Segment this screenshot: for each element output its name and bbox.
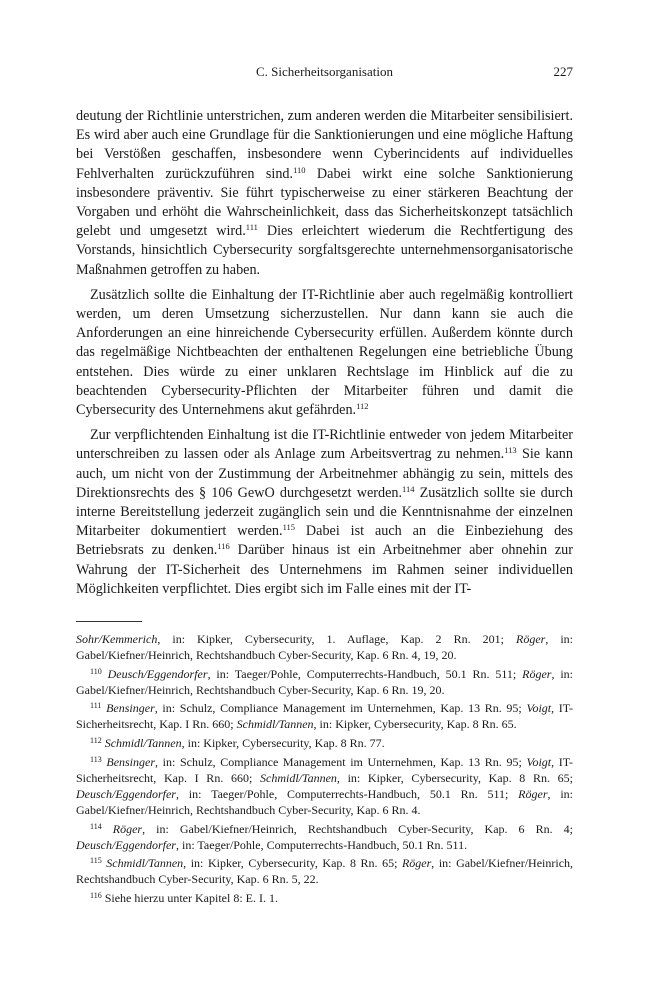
footnote-number: 116 (90, 890, 102, 900)
footnote-number: 110 (90, 666, 102, 676)
footnote-ref-116[interactable]: 116 (217, 541, 230, 552)
main-text (76, 107, 573, 599)
footnote-ref-112[interactable]: 112 (356, 401, 369, 412)
footnote-separator (76, 621, 142, 622)
running-header (76, 64, 573, 84)
footnote-115: $^{115}$ Schmidl/Tannen, in: Kipker, Cybersecurity, Kap. 8 Rn. 65; Röger, in: Gabel/Kiefner/Heinrich, Rechtshandbuch Cyber-Security, Kap. 6 Rn. 5, 22. (76, 856, 574, 887)
footnote-ref-111[interactable]: 111 (245, 222, 258, 233)
footnote-ref-115[interactable]: 115 (282, 522, 295, 533)
footnote-111: $^{111}$ Bensinger, in: Schulz, Compliance Management im Unternehmen, Kap. 13 Rn. 95; Voigt, IT-Sicherheitsrecht, Kap. I Rn. 660; Schmidl/Tannen, in: Kipker, Cybersecurity, Kap. 8 Rn. 65. (76, 701, 574, 732)
footnote-ref-110[interactable]: 110 (293, 164, 306, 175)
footnote-number: 115 (90, 856, 102, 866)
paragraph-3: Zur verpflichtenden Einhaltung ist die IT-Richtlinie entweder von jedem Mitarbeiter unterschreiben zu lassen oder als Anlage zum Arbeitsvertrag zu nehmen.$^{113}$ Sie kann auch, um nicht von der Zustimmung der Arbeitnehmer abhängig zu sein, mittels des Direktionsrechts des § 106 GewO durchgesetzt werden.$^{114}$ Zusätzlich sollte sie durch interne Bereitstellung jederzeit zugänglich sein und die Kenntnisnahme der einzelnen Mitarbeiter dokumentiert werden.$^{115}$ Dabei ist auch an die Einbeziehung des Betriebsrats zu denken.$^{116}$ Darüber hinaus ist ein Arbeitnehmer aber ohnehin zur Wahrung der IT-Sicherheit des Unternehmens im Rahmen seiner individuellen Möglichkeiten verpflichtet. Dies ergibt sich im Falle eines mit der IT- (76, 427, 574, 597)
footnote-112: $^{112}$ Schmidl/Tannen, in: Kipker, Cybersecurity, Kap. 8 Rn. 77. (90, 736, 385, 751)
footnote-number: 114 (90, 821, 102, 831)
footnote-113: $^{113}$ Bensinger, in: Schulz, Compliance Management im Unternehmen, Kap. 13 Rn. 95; Voigt, IT-Sicherheitsrecht, Kap. I Rn. 660; Schmidl/Tannen, in: Kipker, Cybersecurity, Kap. 8 Rn. 65; Deusch/Eggendorfer, in: Taeger/Pohle, Computerrechts-Handbuch, 50.1 Rn. 511; Röger, in: Gabel/Kiefner/Heinrich, Rechtshandbuch Cyber-Security, Kap. 6 Rn. 4. (76, 754, 573, 817)
footnote-116: $^{116}$ Siehe hierzu unter Kapitel 8: E. I. 1. (90, 890, 278, 905)
footnote-number: 112 (90, 736, 102, 746)
footnote-continued: Sohr/Kemmerich, in: Kipker, Cybersecurity, 1. Auflage, Kap. 2 Rn. 201; Röger, in: Gabel/Kiefner/Heinrich, Rechtshandbuch Cyber-Security, Kap. 6 Rn. 4, 19, 20. (76, 632, 574, 663)
footnote-number: 111 (90, 701, 102, 711)
paragraph-2: Zusätzlich sollte die Einhaltung der IT-Richtlinie aber auch regelmäßig kontrolliert werden, um deren Umsetzung sicherzustellen. Nur dann kann sie auch die Anforderungen an eine hinreichende Cybersecurity erfüllen. Außerdem könnte durch das regelmäßige Nichtbeachten der enthaltenen Regelungen eine betriebliche Übung entstehen. Dies würde zu einer unklaren Rechtslage im Hinblick auf die zu beachtenden Cybersecurity-Pflichten der Mitarbeiter führen und damit die Cybersecurity des Unternehmens akut gefährden.$^{112}$ (76, 286, 573, 419)
footnote-ref-114[interactable]: 114 (402, 483, 415, 494)
footnote-110: $^{110}$ Deusch/Eggendorfer, in: Taeger/Pohle, Computerrechts-Handbuch, 50.1 Rn. 511; Röger, in: Gabel/Kiefner/Heinrich, Rechtshandbuch Cyber-Security, Kap. 6 Rn. 19, 20. (76, 666, 573, 697)
running-title: C. Sicherheitsorganisation (256, 64, 393, 79)
paragraph-1: deutung der Richtlinie unterstrichen, zum anderen werden die Mitarbeiter sensibilisiert. Es wird aber auch eine Grundlage für die Sanktionierungen und eine mögliche Haftung bei Verstößen geschaffen, insbesondere wenn Cyberincidents auf individuelles Fehlverhalten zurückzuführen sind.$^{110}$ Dabei wirkt eine solche Sanktionierung insbesondere präventiv. Sie führt typischerweise zu einer stärkeren Beachtung der Vorgaben und erhöht die Wahrscheinlichkeit, dass das Sicherheitskonzept tatsächlich gelebt und umgesetzt wird.$^{111}$ Dies erleichtert wiederum die Rechtfertigung des Vorstands, hinsichtlich Cybersecurity sorgfaltsgerechte unternehmensorganisatorische Maßnahmen getroffen zu haben. (76, 108, 573, 278)
footnotes (76, 631, 573, 909)
footnote-ref-113[interactable]: 113 (504, 445, 517, 456)
footnote-114: $^{114}$ Röger, in: Gabel/Kiefner/Heinrich, Rechtshandbuch Cyber-Security, Kap. 6 Rn. 4; Deusch/Eggendorfer, in: Taeger/Pohle, Computerrechts-Handbuch, 50.1 Rn. 511. (76, 821, 573, 852)
footnote-number: 113 (90, 754, 102, 764)
page-number: 227 (553, 64, 573, 79)
